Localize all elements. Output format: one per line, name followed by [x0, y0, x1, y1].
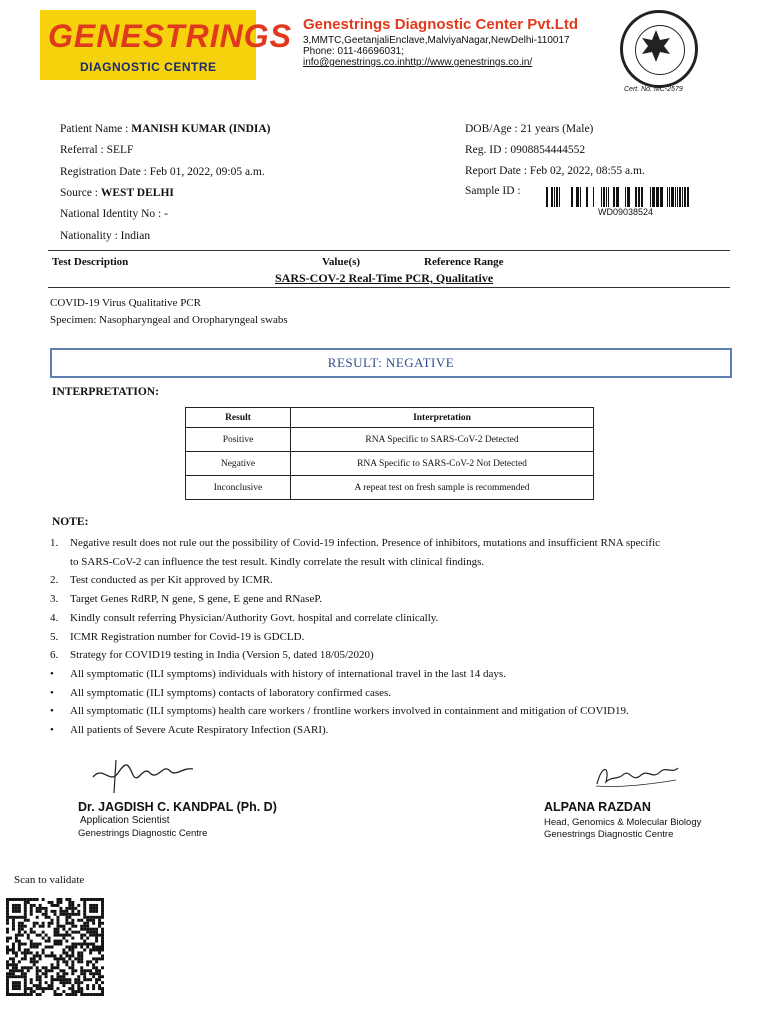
table-row: [186, 428, 594, 452]
national-id: National Identity No : -: [60, 208, 168, 220]
list-text: All symptomatic (ILI symptoms) contacts of laboratory confirmed cases.: [70, 686, 392, 699]
table-header: Result: [186, 408, 291, 428]
source-label: Source :: [60, 187, 101, 199]
interpretation-table: [185, 407, 594, 500]
table-cell: RNA Specific to SARS-CoV-2 Not Detected: [291, 452, 594, 476]
barcode-icon: [546, 187, 692, 209]
scan-label: Scan to validate: [14, 874, 85, 886]
list-item: [50, 609, 710, 628]
list-marker: 6.: [50, 649, 59, 662]
list-text: Test conducted as per Kit approved by ICMR.: [70, 574, 273, 587]
list-item: [50, 534, 710, 553]
col-values: Value(s): [322, 256, 361, 268]
list-text: Negative result does not rule out the possibility of Covid-19 infection. Presence of inhibitors, mutations and insufficient RNA specific: [70, 537, 661, 549]
col-test-description: Test Description: [52, 256, 129, 268]
reg-id: Reg. ID : 0908854444552: [465, 144, 586, 156]
list-item: [50, 646, 710, 665]
registration-date: Registration Date : Feb 01, 2022, 09:05 a.m.: [60, 166, 265, 178]
list-marker: 5.: [50, 630, 59, 643]
divider: [48, 287, 730, 288]
company-web: info@genestrings.co.inhttp://www.genestrings.co.in/: [303, 57, 533, 68]
list-text: Target Genes RdRP, N gene, S gene, E gene and RNaseP.: [70, 593, 322, 606]
note-list: [50, 534, 710, 740]
patient-name: MANISH KUMAR (INDIA): [131, 123, 271, 135]
company-phone: Phone: 011-46696031;: [303, 46, 405, 57]
list-text: to SARS-CoV-2 can influence the test result. Kindly correlate the result with clinical findings.: [70, 555, 485, 568]
list-item: [50, 721, 710, 740]
signatory-right-title: Head, Genomics & Molecular Biology: [544, 817, 702, 828]
test-name: COVID-19 Virus Qualitative PCR: [50, 297, 201, 309]
logo-subtext: DIAGNOSTIC CENTRE: [80, 60, 217, 74]
nationality: Nationality : Indian: [60, 230, 151, 242]
sample-id-label: Sample ID :: [465, 185, 521, 197]
accreditation-seal-icon: [620, 10, 698, 88]
list-marker: 1.: [50, 537, 59, 549]
list-text: Kindly consult referring Physician/Authority Govt. hospital and correlate clinically.: [70, 611, 439, 624]
company-address: 3,MMTC,GeetanjaliEnclave,MalviyaNagar,NewDelhi-110017: [303, 35, 570, 46]
source-value: WEST DELHI: [100, 187, 174, 199]
list-text: All patients of Severe Acute Respiratory Infection (SARI).: [70, 724, 329, 737]
test-title: SARS-COV-2 Real-Time PCR, Qualitative: [275, 271, 494, 285]
referral: Referral : SELF: [60, 144, 134, 156]
list-text: Strategy for COVID19 testing in India (Version 5, dated 18/05/2020): [70, 649, 374, 662]
list-text: ICMR Registration number for Covid-19 is GDCLD.: [70, 630, 305, 643]
list-item: [50, 702, 710, 721]
list-text: All symptomatic (ILI symptoms) individuals with history of international travel in the last 14 days.: [70, 667, 506, 680]
table-cell: Inconclusive: [186, 476, 291, 500]
dob-age: DOB/Age : 21 years (Male): [465, 123, 594, 135]
signatory-right-org: Genestrings Diagnostic Centre: [544, 829, 674, 840]
list-marker: •: [50, 705, 54, 718]
note-heading: NOTE:: [52, 516, 89, 528]
table-header: Interpretation: [291, 408, 594, 428]
company-name: Genestrings Diagnostic Center Pvt.Ltd: [303, 16, 579, 33]
table-cell: Negative: [186, 452, 291, 476]
result-box: RESULT: NEGATIVE: [50, 348, 732, 378]
table-row: [186, 452, 594, 476]
patient-name-row: [60, 123, 271, 135]
list-marker: •: [50, 724, 54, 737]
source-row: [60, 187, 174, 199]
list-item: [50, 553, 710, 572]
cert-number: Cert. No. MC-2579: [624, 86, 683, 93]
list-marker: •: [50, 686, 54, 699]
signatory-right-name: ALPANA RAZDAN: [544, 800, 651, 814]
divider: [48, 250, 730, 251]
list-item: [50, 628, 710, 647]
table-cell: Positive: [186, 428, 291, 452]
list-item: [50, 665, 710, 684]
list-item: [50, 571, 710, 590]
specimen: Specimen: Nasopharyngeal and Oropharyngeal swabs: [50, 314, 288, 326]
signatory-left-name: Dr. JAGDISH C. KANDPAL (Ph. D): [78, 800, 277, 814]
report-date: Report Date : Feb 02, 2022, 08:55 a.m.: [465, 165, 645, 177]
list-marker: 4.: [50, 611, 59, 624]
list-item: [50, 590, 710, 609]
signatory-left-title: Application Scientist: [80, 815, 170, 826]
signatory-left-org: Genestrings Diagnostic Centre: [78, 828, 208, 839]
company-logo: [40, 10, 292, 80]
table-cell: RNA Specific to SARS-CoV-2 Detected: [291, 428, 594, 452]
list-marker: 3.: [50, 593, 59, 606]
list-text: All symptomatic (ILI symptoms) health care workers / frontline workers involved in containment and mitigation of COVID19.: [70, 705, 629, 718]
table-cell: A repeat test on fresh sample is recommended: [291, 476, 594, 500]
qr-code-icon[interactable]: [6, 898, 104, 996]
signature-left-icon: [88, 755, 198, 795]
list-marker: •: [50, 667, 54, 680]
list-item: [50, 684, 710, 703]
col-reference-range: Reference Range: [424, 256, 504, 268]
table-row: [186, 476, 594, 500]
patient-name-label: Patient Name :: [60, 123, 132, 135]
sample-id: WD09038524: [598, 207, 654, 217]
logo-text: GENESTRINGS: [48, 18, 292, 54]
list-marker: 2.: [50, 574, 59, 587]
signature-right-icon: [592, 758, 682, 792]
interpretation-heading: INTERPRETATION:: [52, 386, 159, 398]
